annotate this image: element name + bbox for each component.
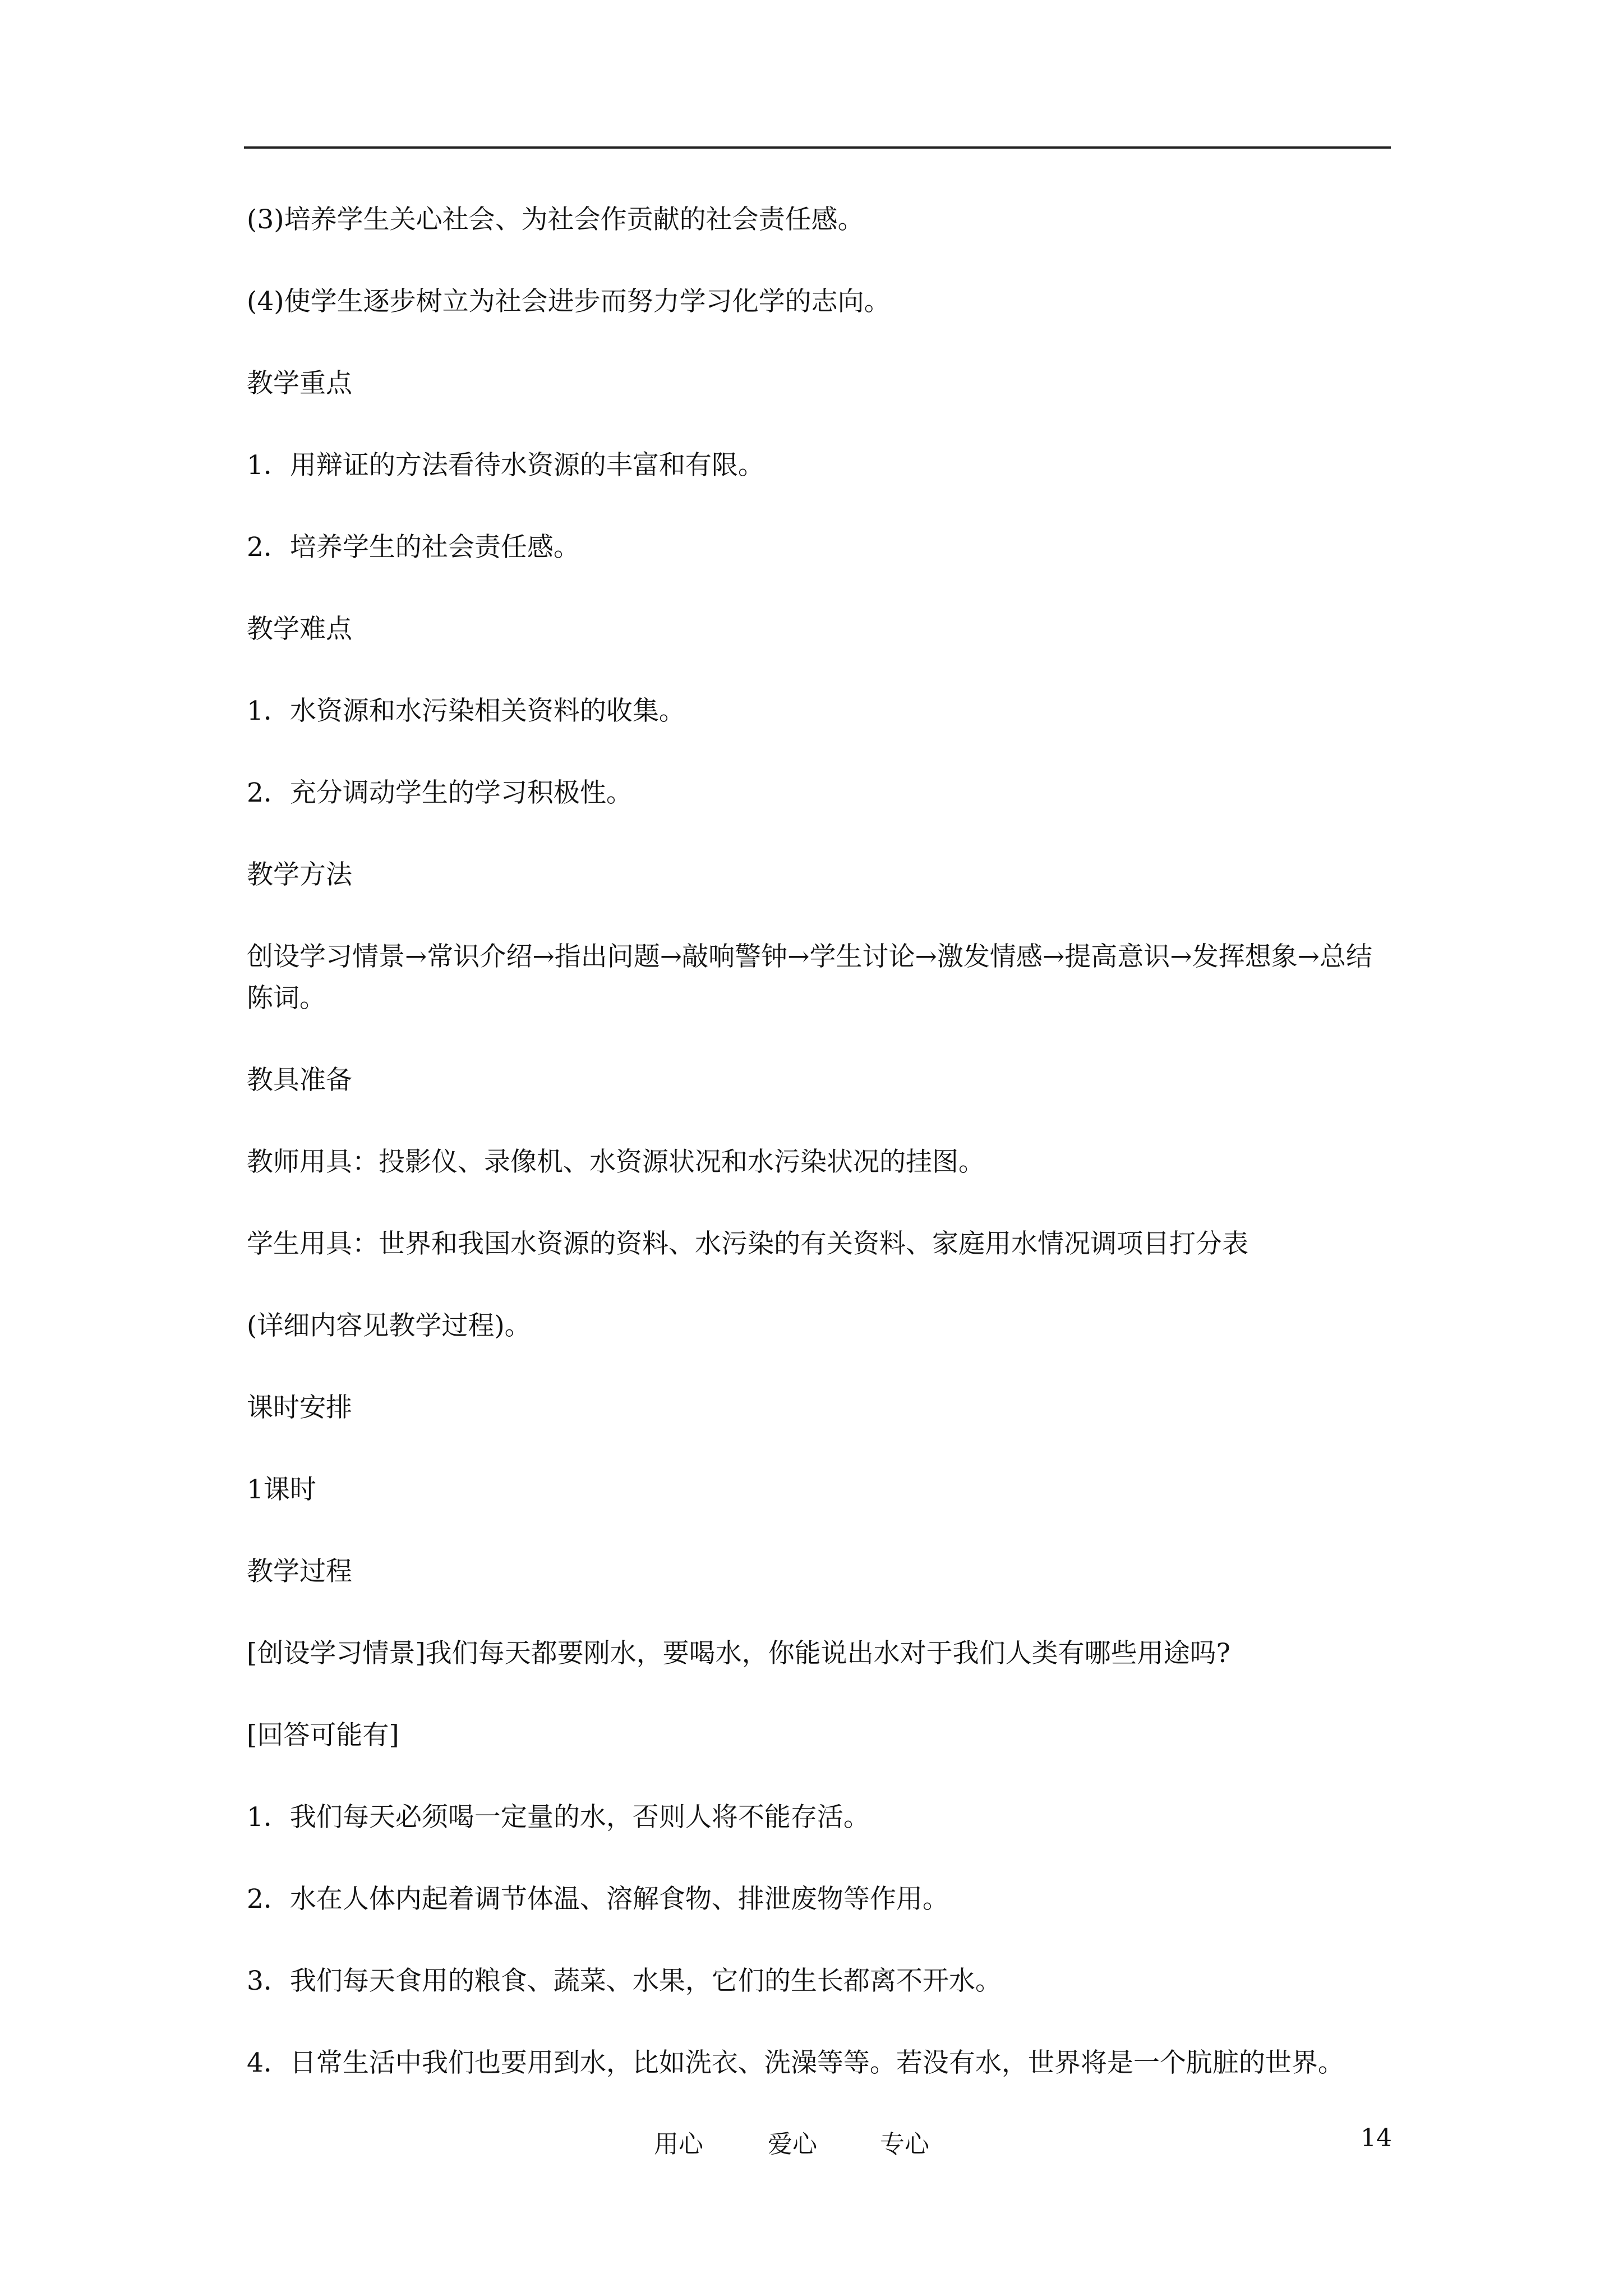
- possible-answers-label: [回答可能有]: [247, 1720, 399, 1751]
- materials-note: (详细内容见教学过程)。: [247, 1310, 531, 1341]
- document-body: [247, 199, 1388, 2124]
- difficulty-1: 1．水资源和水污染相关资料的收集。: [247, 696, 685, 726]
- heading-key-points: 教学重点: [247, 368, 352, 399]
- key-point-1: 1．用辩证的方法看待水资源的丰富和有限。: [247, 450, 764, 481]
- process-intro: [创设学习情景]我们每天都要刚水，要喝水，你能说出水对于我们人类有哪些用途吗?: [247, 1638, 1230, 1669]
- page-number: 14: [1361, 2124, 1392, 2152]
- footer-motto-3: 专心: [880, 2130, 929, 2159]
- difficulty-2: 2．充分调动学生的学习积极性。: [247, 777, 633, 808]
- methods-flow: 创设学习情景→常识介绍→指出问题→敲响警钟→学生讨论→激发情感→提高意识→发挥想象→总结陈词。: [247, 941, 1373, 1014]
- heading-schedule: 课时安排: [247, 1392, 352, 1423]
- answer-4: 4．日常生活中我们也要用到水，比如洗衣、洗澡等等。若没有水，世界将是一个肮脏的世界。: [247, 2047, 1344, 2078]
- answer-1: 1．我们每天必须喝一定量的水，否则人将不能存活。: [247, 1802, 870, 1833]
- page-footer: [0, 2124, 1623, 2157]
- teacher-materials: 教师用具：投影仪、录像机、水资源状况和水污染状况的挂图。: [247, 1147, 985, 1177]
- footer-motto-1: 用心: [654, 2130, 703, 2159]
- schedule-value: 1课时: [247, 1474, 316, 1505]
- key-point-2: 2．培养学生的社会责任感。: [247, 532, 580, 563]
- student-materials: 学生用具：世界和我国水资源的资料、水污染的有关资料、家庭用水情况调项目打分表: [247, 1228, 1248, 1259]
- header-rule: [244, 146, 1391, 149]
- answer-3: 3．我们每天食用的粮食、蔬菜、水果，它们的生长都离不开水。: [247, 1966, 1002, 1996]
- heading-process: 教学过程: [247, 1556, 352, 1587]
- footer-motto-2: 爱心: [768, 2130, 817, 2159]
- heading-difficulties: 教学难点: [247, 614, 352, 645]
- objective-4: (4)使学生逐步树立为社会进步而努力学习化学的志向。: [247, 286, 891, 317]
- heading-methods: 教学方法: [247, 859, 352, 890]
- heading-materials: 教具准备: [247, 1065, 352, 1096]
- objective-3: (3)培养学生关心社会、为社会作贡献的社会责任感。: [247, 204, 864, 235]
- answer-2: 2．水在人体内起着调节体温、溶解食物、排泄废物等作用。: [247, 1884, 949, 1915]
